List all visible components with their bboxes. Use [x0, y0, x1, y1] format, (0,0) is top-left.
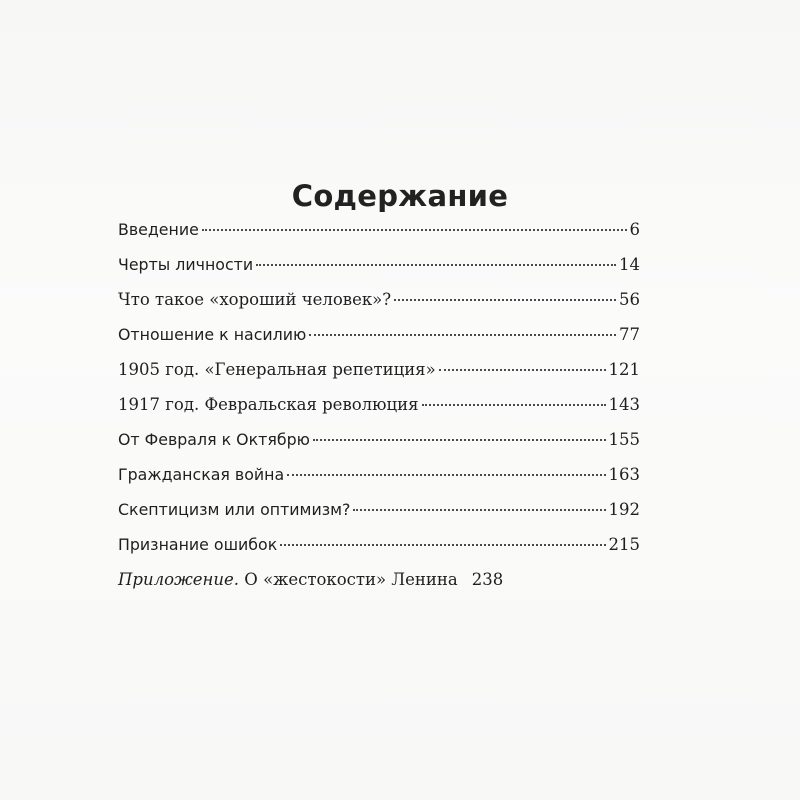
toc-entry-page: 6	[629, 220, 640, 239]
toc-entry-page: 215	[608, 535, 640, 554]
dot-leader	[280, 544, 605, 546]
toc-entry	[118, 282, 640, 317]
toc-entry-page: 143	[608, 395, 640, 414]
toc-entry-label: Гражданская война	[118, 465, 285, 484]
toc-entry	[118, 352, 640, 387]
dot-leader	[309, 334, 616, 336]
toc-entry	[118, 422, 640, 457]
toc-entry-page: 163	[608, 465, 640, 484]
toc-entry-label: Скептицизм или оптимизм?	[118, 500, 351, 519]
toc-entry	[118, 387, 640, 422]
toc-entry	[118, 457, 640, 492]
toc-entry-label: Отношение к насилию	[118, 325, 307, 344]
toc-entry	[118, 527, 640, 562]
toc-entry-label: 1905 год. «Генеральная репетиция»	[118, 360, 436, 379]
toc-entry	[118, 247, 640, 282]
toc-entry-label: Признание ошибок	[118, 535, 278, 554]
toc-entry-label	[118, 562, 458, 597]
dot-leader	[353, 509, 605, 511]
toc-entry-label: Черты личности	[118, 255, 254, 274]
dot-leader	[439, 369, 606, 371]
toc-entry-label: От Февраля к Октябрю	[118, 430, 310, 449]
toc-entry	[118, 562, 640, 597]
toc-entry	[118, 317, 640, 352]
table-of-contents	[118, 212, 640, 597]
toc-entry-page: 192	[608, 500, 640, 519]
toc-entry	[118, 492, 640, 527]
dot-leader	[394, 299, 616, 301]
page-title: Содержание	[291, 179, 509, 214]
dot-leader	[422, 404, 606, 406]
appendix-prefix: Приложение.	[118, 570, 240, 589]
appendix-title: О «жестокости» Ленина	[239, 570, 458, 589]
toc-entry	[118, 212, 640, 247]
dot-leader	[287, 474, 605, 476]
toc-entry-page: 77	[619, 325, 640, 344]
toc-entry-page: 14	[619, 255, 640, 274]
toc-entry-page: 121	[608, 360, 640, 379]
toc-entry-label: 1917 год. Февральская революция	[118, 395, 419, 414]
toc-entry-label: Что такое «хороший человек»?	[118, 290, 392, 309]
dot-leader	[202, 229, 627, 231]
toc-entry-page: 155	[608, 430, 640, 449]
toc-entry-page: 238	[471, 570, 504, 589]
toc-entry-label: Введение	[118, 220, 199, 239]
dot-leader	[256, 264, 616, 266]
toc-entry-page: 56	[619, 290, 640, 309]
dot-leader	[313, 439, 606, 441]
